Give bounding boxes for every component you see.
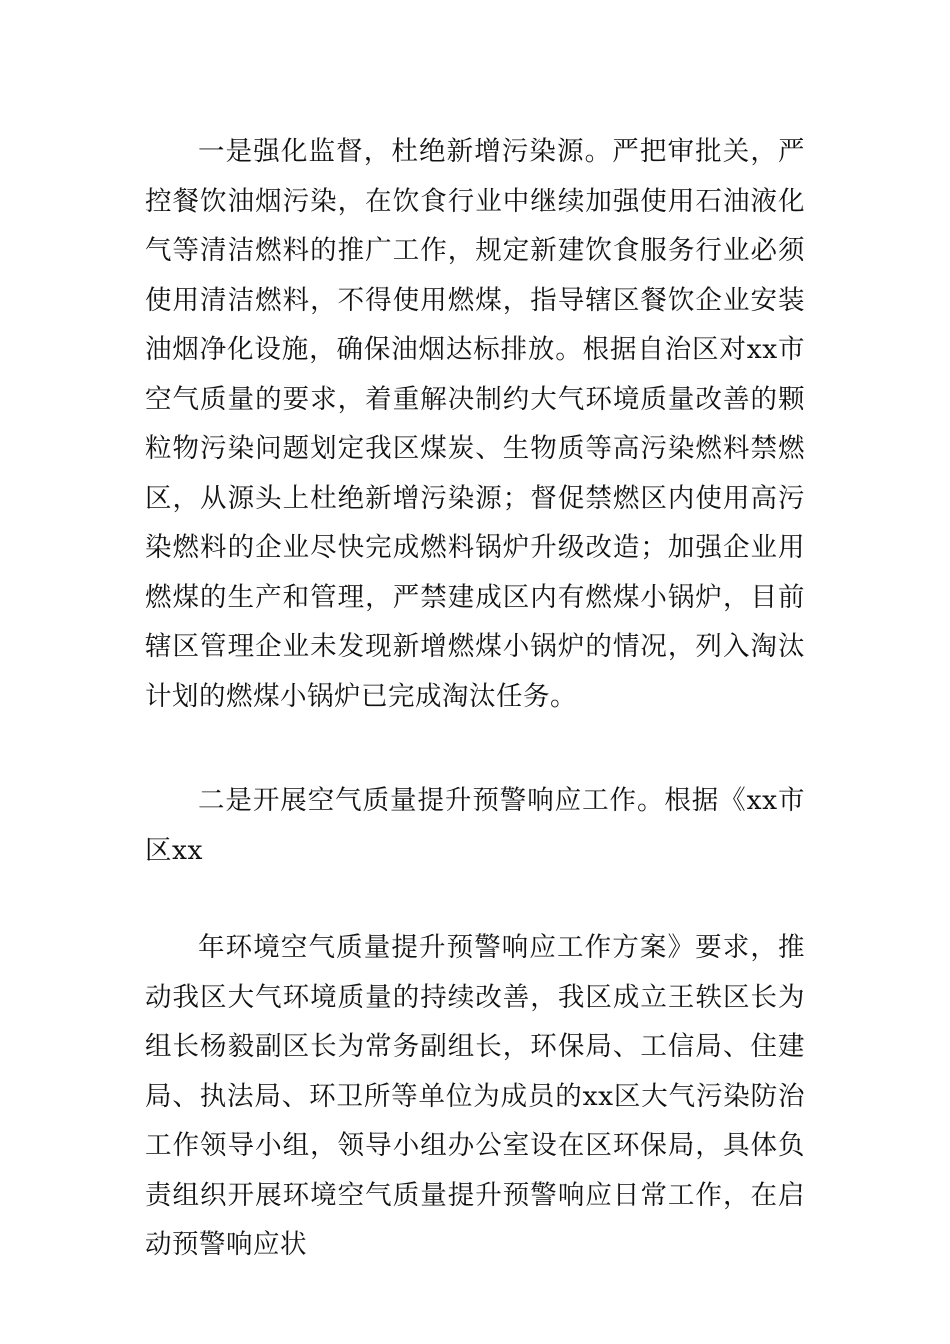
paragraph-air-quality-warning-body: 年环境空气质量提升预警响应工作方案》要求，推动我区大气环境质量的持续改善，我区成立王轶区长为组长杨毅副区长为常务副组长，环保局、工信局、住建局、执法局、环卫所等单位为成员的xx区大气污染防治工作领导小组，领导小组办公室设在区环保局，具体负责组织开展环境空气质量提升预警响应日常工作，在启动预警响应状 <box>145 932 805 1260</box>
paragraph-air-quality-warning-heading: 二是开展空气质量提升预警响应工作。根据《xx市区xx <box>145 785 805 866</box>
paragraph-emission-source-control: 一是强化监督，杜绝新增污染源。严把审批关，严控餐饮油烟污染，在饮食行业中继续加强使用石油液化气等清洁燃料的推广工作，规定新建饮食服务行业必须使用清洁燃料，不得使用燃煤，指导辖区餐饮企业安装油烟净化设施，确保油烟达标排放。根据自治区对xx市空气质量的要求，着重解决制约大气环境质量改善的颗粒物污染问题划定我区煤炭、生物质等高污染燃料禁燃区，从源头上杜绝新增污染源；督促禁燃区内使用高污染燃料的企业尽快完成燃料锅炉升级改造；加强企业用燃煤的生产和管理，严禁建成区内有燃煤小锅炉，目前辖区管理企业未发现新增燃煤小锅炉的情况，列入淘汰计划的燃煤小锅炉已完成淘汰任务。 <box>145 136 805 712</box>
